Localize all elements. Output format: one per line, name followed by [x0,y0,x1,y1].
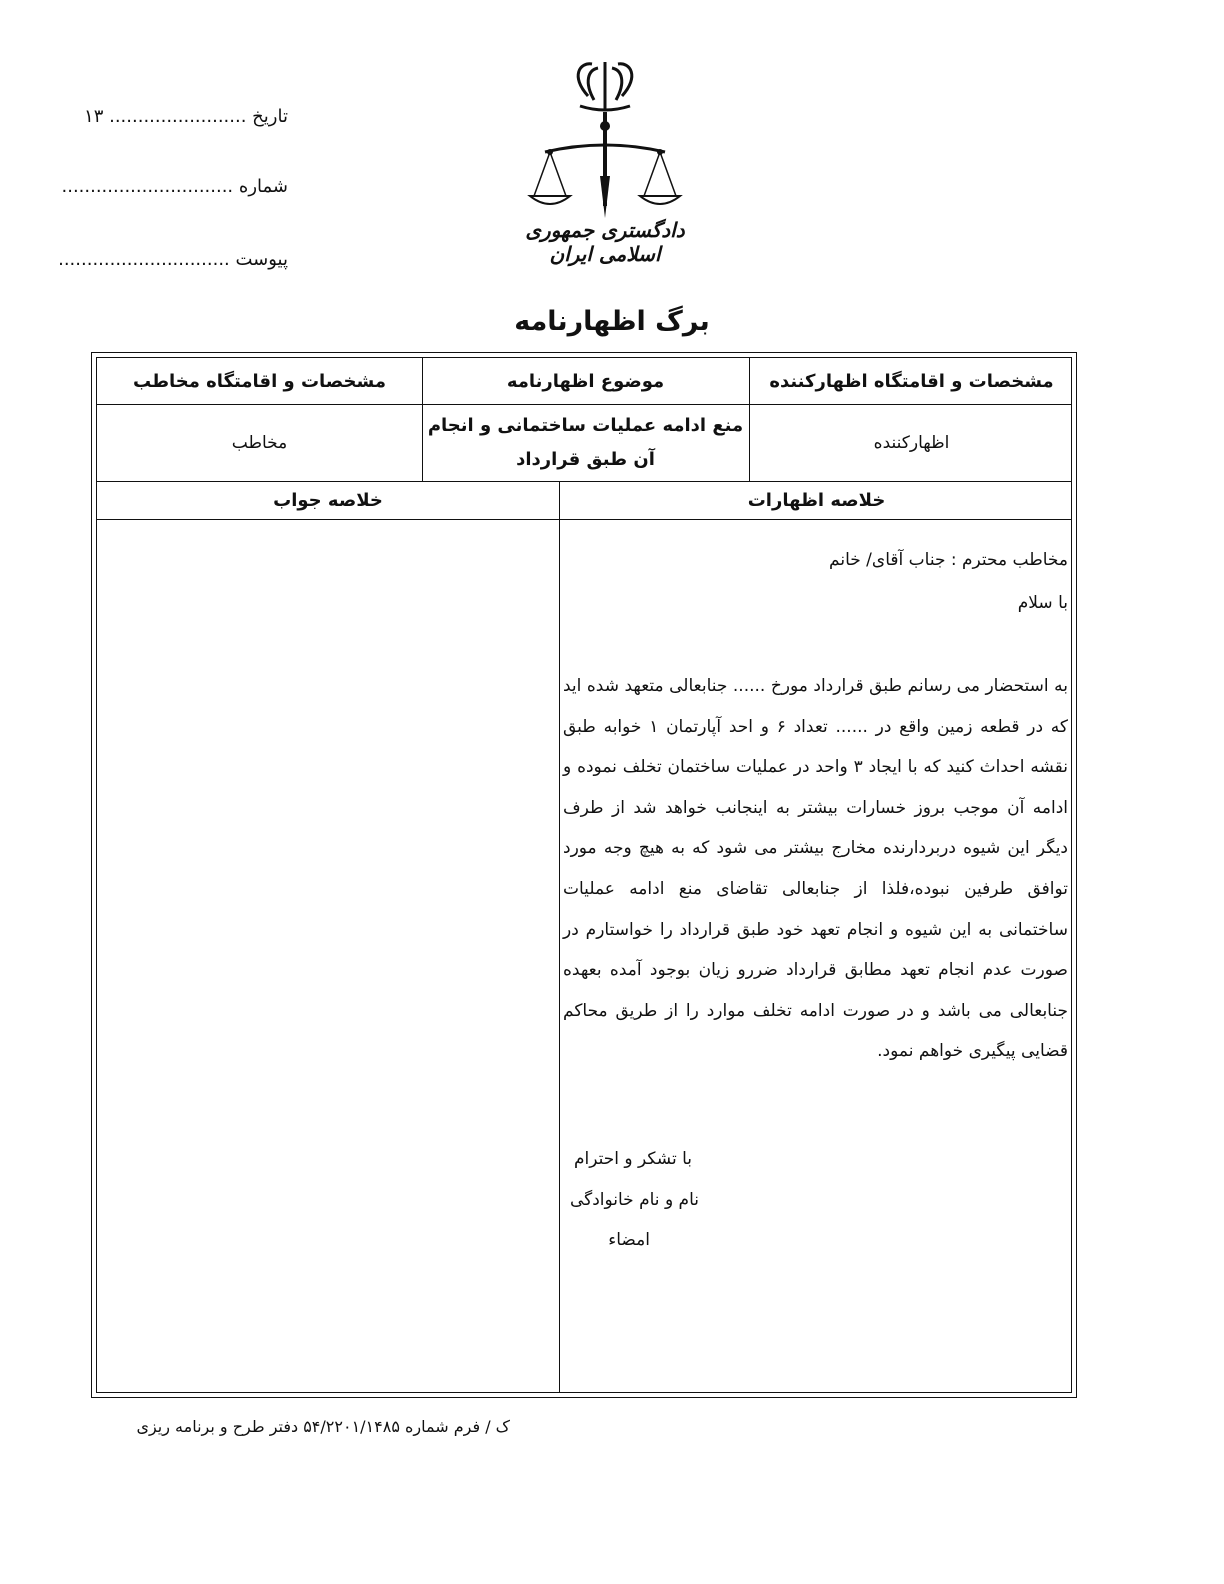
attachment-dots: .............................. [58,249,230,270]
declarant-value: اظهارکننده [873,432,950,453]
subject-line-2: آن طبق قرارداد [516,448,655,470]
date-label: تاریخ [252,106,288,127]
row-divider [97,519,1071,520]
declarant-header: مشخصات و اقامتگاه اظهارکننده [769,370,1054,392]
number-label: شماره [238,176,288,197]
subject-value [422,404,749,481]
date-value: ۱۳ [84,106,104,127]
addressee-value: مخاطب [231,432,288,453]
form-title: برگ اظهارنامه [514,306,710,337]
addressee-header: مشخصات و اقامتگاه مخاطب [133,370,386,392]
statements-header: خلاصه اظهارات [747,489,886,511]
number-dots: .............................. [61,176,234,197]
attachment-label: پیوست [235,249,288,270]
salutation-line-2: با سلام [1017,593,1068,613]
reply-header: خلاصه جواب [273,489,383,511]
closing-line-1: با تشکر و احترام [574,1149,692,1169]
date-field [84,106,288,127]
statements-body: به استحضار می رسانم طبق قرارداد مورخ ...... جنابعالی متعهد شده اید که در قطعه زمین واقع در ...... تعداد ۶ و احد آپارتمان ۱ خوابه طبق نقشه احداث کنید که با ایجاد ۳ واحد در عملیات ساختمان تخلف نموده و ادامه آن موجب بروز خسارات بیشتر به اینجانب خواهد شد از طرف دیگر این شیوه دربردارنده مخارج بیشتر می شود که به هیچ وجه مورد توافق طرفین نبوده،فلذا از جنابعالی تقاضای منع ادامه عملیات ساختمانی به این شیوه و انجام تعهد خود طبق قرارداد را خواستارم در صورت عدم انجام تعهد مطابق قرارداد ضررو زیان بوجود آمده بعهده جنابعالی می باشد و در صورت ادامه تخلف موارد را از طریق محاکم قضایی پیگیری خواهم نمود. [563,676,1068,1062]
subject-header: موضوع اظهارنامه [506,370,665,392]
form-footer: ک / فرم شماره ۵۴/۲۲۰۱/۱۴۸۵ دفتر طرح و برنامه ریزی [136,1417,510,1436]
salutation-line-1: مخاطب محترم : جناب آقای/ خانم [829,550,1068,570]
number-field [61,176,288,197]
signature-label: امضاء [608,1230,650,1250]
date-dots: ........................ [109,106,247,127]
emblem-caption: دادگستری جمهوری اسلامی ایران [525,218,685,266]
attachment-field [58,249,288,270]
closing-line-2: نام و نام خانوادگی [569,1190,699,1210]
col-divider [559,481,560,1392]
subject-line-1: منع ادامه عملیات ساختمانی و انجام [427,414,744,436]
